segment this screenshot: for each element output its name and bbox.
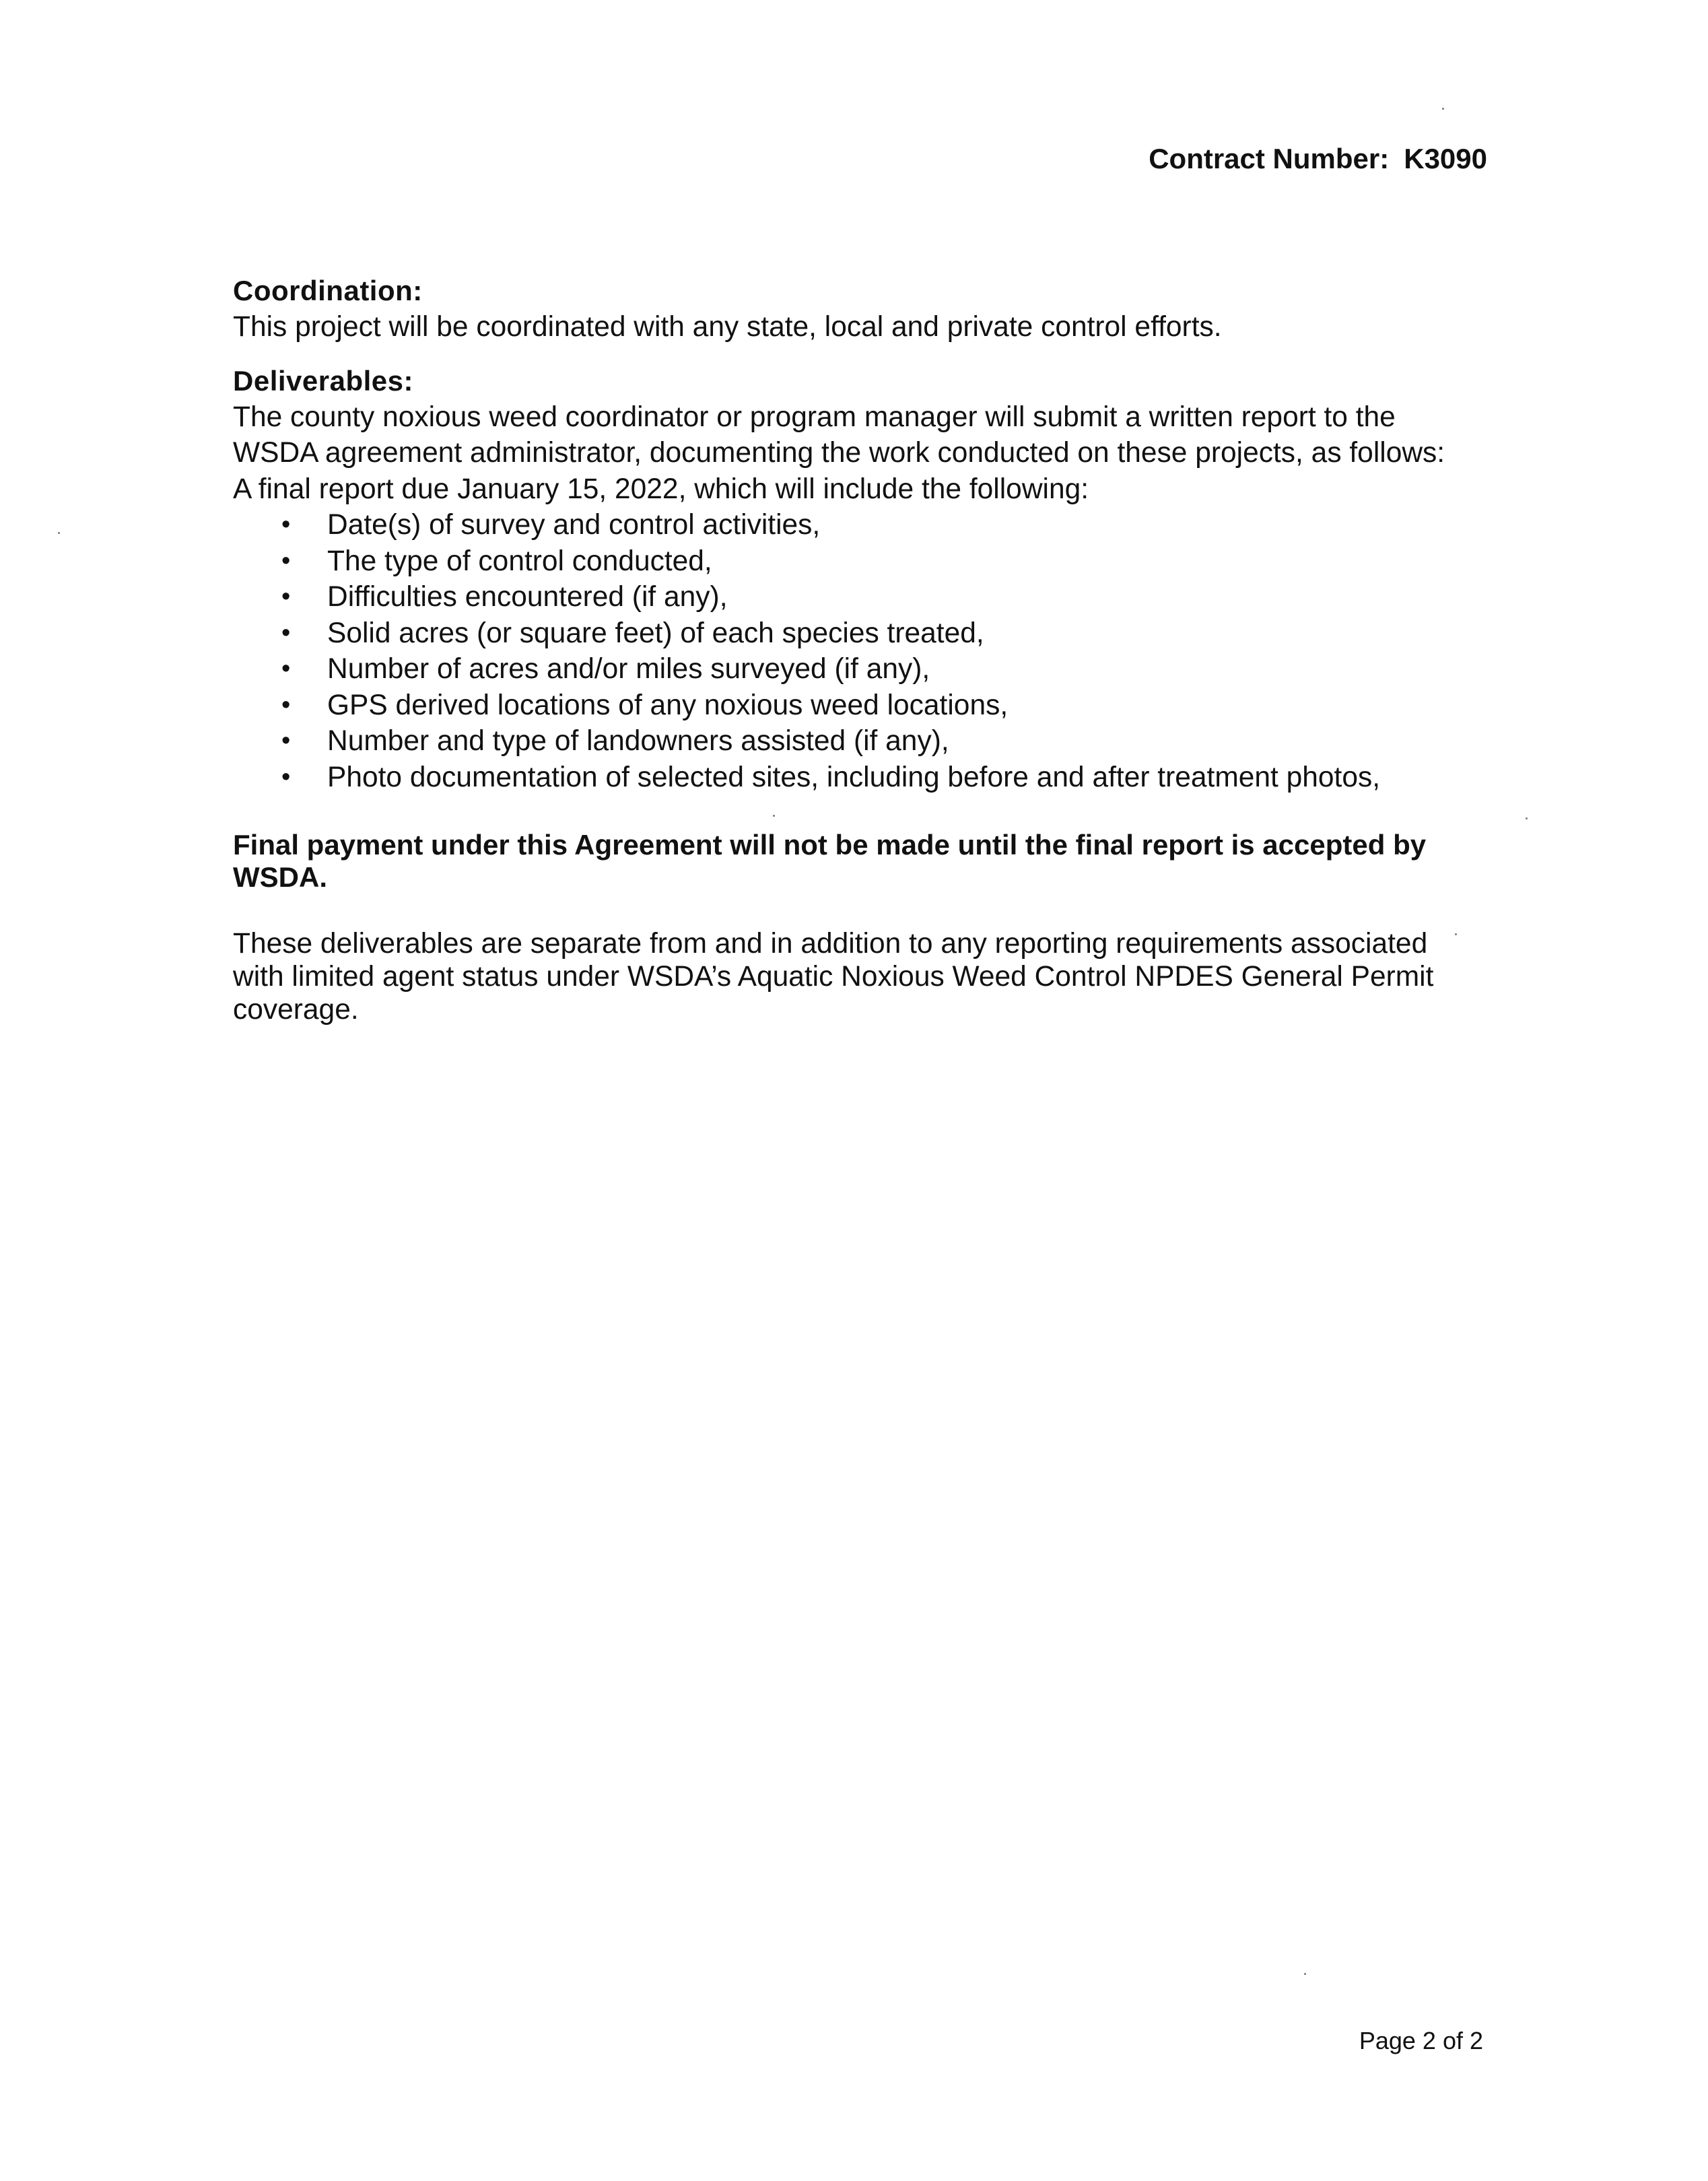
- scan-speck: [1304, 1973, 1306, 1975]
- closing-line: coverage.: [233, 994, 359, 1026]
- bullet-icon: •: [281, 727, 291, 755]
- deliverables-intro: [233, 399, 1499, 508]
- closing-line: with limited agent status under WSDA’s Aquatic Noxious Weed Control NPDES General Permit: [233, 961, 1434, 993]
- list-item: [233, 723, 1499, 760]
- deliverables-heading: Deliverables:: [233, 365, 413, 397]
- scan-speck: [1526, 817, 1528, 819]
- bullet-icon: •: [281, 618, 291, 647]
- scan-speck: [1442, 108, 1444, 110]
- list-item: [233, 507, 1499, 543]
- scan-speck: [58, 532, 60, 534]
- list-item: [233, 615, 1499, 652]
- deliverables-intro-line: WSDA agreement administrator, documenting the work conducted on these projects, as follows:: [233, 437, 1445, 469]
- deliverables-list: [233, 507, 1499, 795]
- closing-line: These deliverables are separate from and in addition to any reporting requirements associated: [233, 928, 1428, 960]
- payment-notice-line: Final payment under this Agreement will not be made until the final report is accepted by: [233, 829, 1427, 861]
- list-item-text: The type of control conducted,: [327, 545, 712, 577]
- coordination-heading: Coordination:: [233, 275, 423, 306]
- list-item-text: Solid acres (or square feet) of each species treated,: [327, 617, 984, 649]
- list-item-text: Number of acres and/or miles surveyed (if any),: [327, 653, 930, 685]
- list-item: [233, 579, 1499, 615]
- deliverables-intro-line: A final report due January 15, 2022, which will include the following:: [233, 473, 1089, 505]
- bullet-icon: •: [281, 510, 291, 539]
- list-item-text: Difficulties encountered (if any),: [327, 581, 728, 613]
- bullet-icon: •: [281, 762, 291, 791]
- payment-notice: [233, 829, 1499, 894]
- contract-label: Contract Number:: [1149, 143, 1390, 174]
- scan-speck: [1455, 933, 1457, 935]
- contract-number: K3090: [1404, 143, 1487, 174]
- page-number: Page 2 of 2: [1359, 2027, 1483, 2054]
- payment-notice-line: WSDA.: [233, 861, 327, 893]
- bullet-icon: •: [281, 582, 291, 611]
- list-item: [233, 760, 1499, 796]
- list-item-text: Number and type of landowners assisted (if any),: [327, 725, 949, 757]
- bullet-icon: •: [281, 690, 291, 719]
- deliverables-intro-line: The county noxious weed coordinator or program manager will submit a written report to the: [233, 401, 1396, 433]
- bullet-icon: •: [281, 655, 291, 683]
- list-item-text: Photo documentation of selected sites, including before and after treatment photos,: [327, 761, 1381, 793]
- list-item-text: Date(s) of survey and control activities,: [327, 509, 821, 541]
- document-body: [233, 273, 1499, 1026]
- list-item: [233, 687, 1499, 724]
- closing-paragraph: [233, 927, 1499, 1026]
- list-item: [233, 543, 1499, 580]
- bullet-icon: •: [281, 546, 291, 575]
- list-item-text: GPS derived locations of any noxious weed locations,: [327, 689, 1009, 721]
- contract-number-header: [1149, 143, 1487, 175]
- scan-speck: [773, 815, 775, 817]
- list-item: [233, 651, 1499, 687]
- coordination-text: This project will be coordinated with any state, local and private control efforts.: [233, 310, 1222, 343]
